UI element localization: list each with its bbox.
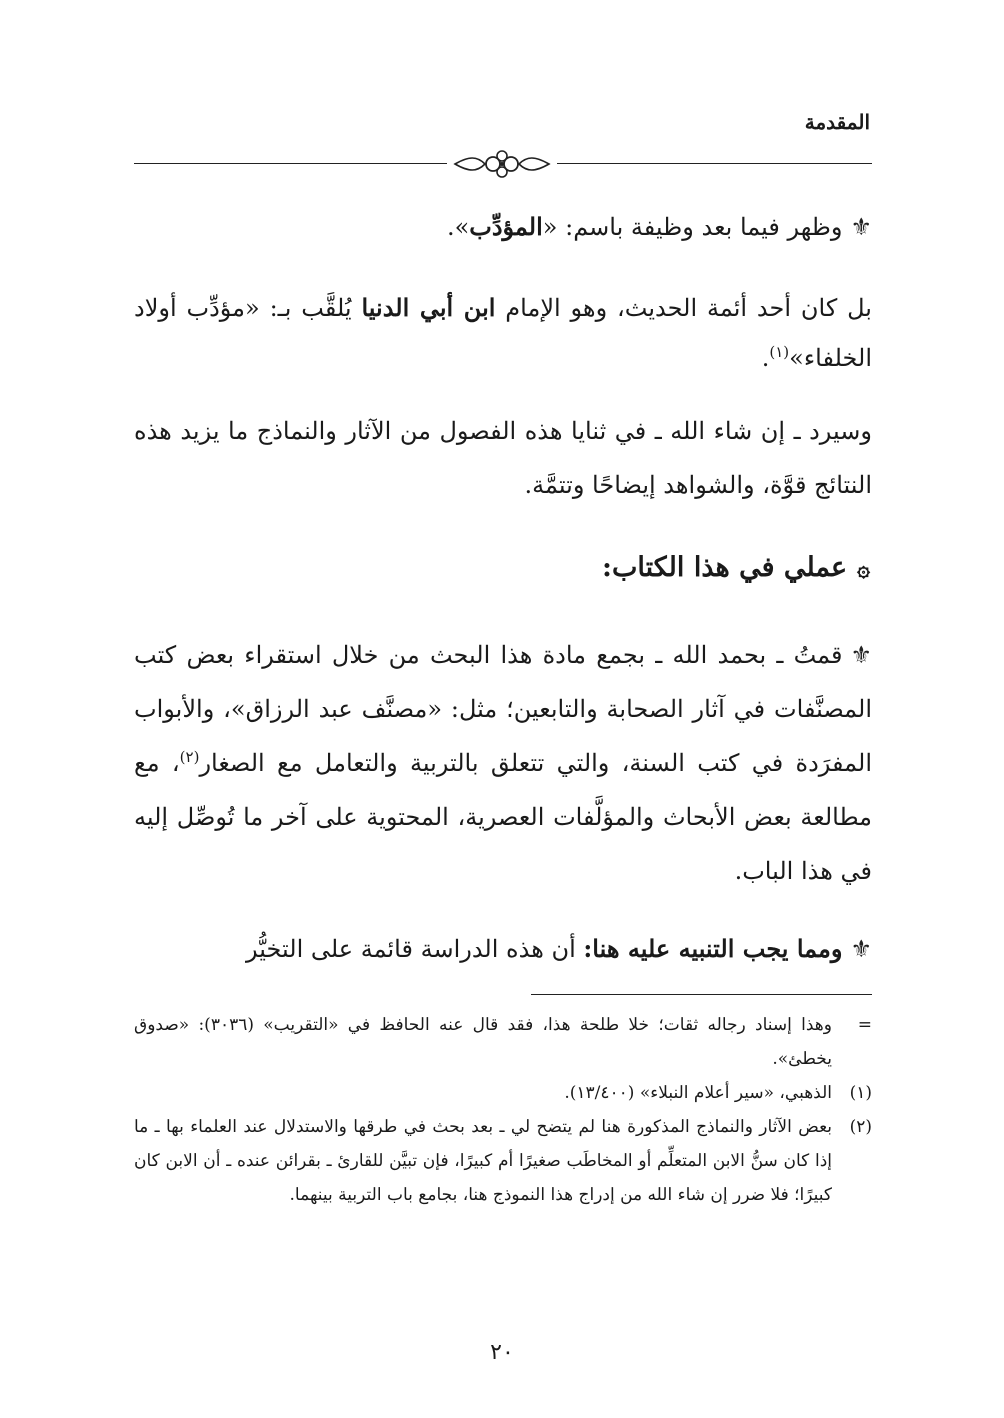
paragraph-2: بل كان أحد أئمة الحديث، وهو الإمام ابن أبي الدنيا يُلقَّب بـ: «مؤدِّب أولاد الخلفاء»$^{(١)}$. xyxy=(134,293,872,372)
footnote-continued: = وهذا إسناد رجاله ثقات؛ خلا طلحة هذا، فقد قال عنه الحافظ في «التقريب» (٣٠٣٦): «صدوق يخطئ». xyxy=(134,1015,872,1069)
paragraph-3: وسيرد ـ إن شاء الله ـ في ثنايا هذه الفصول من الآثار والنماذج ما يزيد هذه النتائج قوَّة، والشواهد إيضاحًا وتتمَّة. xyxy=(134,417,872,499)
footnote-rule xyxy=(531,994,872,995)
bold-term: المؤدِّب xyxy=(469,212,543,241)
ornament-icon xyxy=(447,146,557,182)
footnote-1: (١) الذهبي، «سير أعلام النبلاء» (١٣/٤٠٠). xyxy=(564,1083,872,1103)
heading-bullet-icon: ۞ xyxy=(857,556,870,582)
footnotes xyxy=(134,1008,872,1212)
footnote-marker-2: (٢) xyxy=(179,748,200,766)
page-number: ٢٠ xyxy=(490,1340,514,1365)
paragraph-5: ⚜ومما يجب التنبيه عليه هنا: أن هذه الدراسة قائمة على التخيُّر xyxy=(134,922,872,976)
fleur-bullet-icon: ⚜ xyxy=(850,641,872,669)
footnote-marker-1: (١) xyxy=(769,343,790,361)
footnote-2: (٢) بعض الآثار والنماذج المذكورة هنا لم يتضح لي ـ بعد بحث في طرقها والاستدلال عند العلماء بها ـ ما إذا كان سنُّ الابن المتعلِّم أو المخاطَب صغيرًا أم كبيرًا، فإن تبيَّن للقارئ ـ بقرائن عنده ـ أن الابن كان كبيرًا؛ فلا ضرر إن شاء الله من إدراج هذا النموذج هنا، بجامع باب التربية بينهما. xyxy=(134,1117,872,1205)
running-head: المقدمة xyxy=(804,110,870,134)
fleur-bullet-icon: ⚜ xyxy=(850,935,872,963)
paragraph-1: ⚜وظهر فيما بعد وظيفة باسم: «المؤدِّب». xyxy=(134,200,872,254)
paragraph-4: ⚜قمتُ ـ بحمد الله ـ بجمع مادة هذا البحث من خلال استقراء بعض كتب المصنَّفات في آثار الصحابة والتابعين؛ مثل: «مصنَّف عبد الرزاق»، والأبواب المفرَدة في كتب السنة، والتي تتعلق بالتربية والتعامل مع الصغار$^{(٢)}$، مع مطالعة بعض الأبحاث والمؤلَّفات العصرية، المحتوية على آخر ما تُوصِّل إليه في هذا الباب. xyxy=(134,628,872,898)
bold-note: ومما يجب التنبيه عليه هنا: xyxy=(583,934,843,963)
fleur-bullet-icon: ⚜ xyxy=(850,213,872,241)
bold-name: ابن أبي الدنيا xyxy=(361,293,496,322)
section-heading: ۞عملي في هذا الكتاب: xyxy=(602,552,870,583)
